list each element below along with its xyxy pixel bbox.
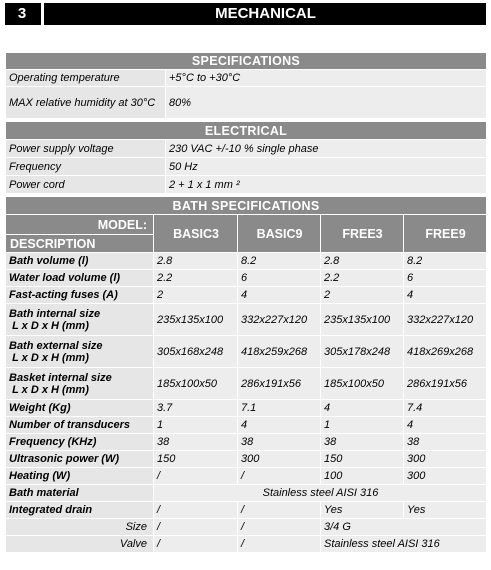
cell-value: / xyxy=(154,519,238,536)
table-row xyxy=(6,485,487,502)
cell-value: 8.2 xyxy=(238,253,321,270)
table-row xyxy=(6,468,487,485)
cell-value: / xyxy=(154,502,238,519)
table-row xyxy=(6,451,487,468)
cell-value: 150 xyxy=(321,451,404,468)
table-row xyxy=(6,519,487,536)
cell-value: 7.4 xyxy=(404,400,487,417)
cell-value: 8.2 xyxy=(404,253,487,270)
model-header: BASIC9 xyxy=(238,215,321,253)
cell-value: 418x259x268 xyxy=(238,336,321,368)
cell-value: 4 xyxy=(404,287,487,304)
cell-value: / xyxy=(238,536,321,553)
row-label: Ultrasonic power (W) xyxy=(6,451,154,468)
table-row xyxy=(6,140,487,158)
section-title: MECHANICAL xyxy=(215,5,316,22)
cell-value: 2.8 xyxy=(154,253,238,270)
table-row xyxy=(6,158,487,176)
row-label xyxy=(6,304,154,336)
cell-value: 185x100x50 xyxy=(321,368,404,400)
cell-value: 4 xyxy=(321,400,404,417)
spec-label: Power supply voltage xyxy=(6,140,166,158)
spec-value: +5°C to +30°C xyxy=(166,70,487,87)
row-label: Water load volume (l) xyxy=(6,270,154,287)
cell-value: 7.1 xyxy=(238,400,321,417)
row-label-line2: L x D x H (mm) xyxy=(12,383,89,396)
table-row xyxy=(6,287,487,304)
cell-value: 2 xyxy=(321,287,404,304)
row-label xyxy=(6,336,154,368)
cell-value: 286x191x56 xyxy=(238,368,321,400)
cell-value: 300 xyxy=(404,468,487,485)
table-row xyxy=(6,417,487,434)
row-label: Integrated drain xyxy=(6,502,154,519)
bath-specifications-heading: BATH SPECIFICATIONS xyxy=(6,197,487,215)
table-row xyxy=(6,176,487,194)
row-label-line2: L x D x H (mm) xyxy=(12,319,89,332)
spec-label: MAX relative humidity at 30°C xyxy=(6,87,166,119)
cell-value: 38 xyxy=(238,434,321,451)
table-row xyxy=(6,87,487,119)
row-label xyxy=(6,368,154,400)
cell-value: 6 xyxy=(404,270,487,287)
cell-value: 38 xyxy=(404,434,487,451)
cell-value: 1 xyxy=(321,417,404,434)
cell-value: 300 xyxy=(404,451,487,468)
model-header: FREE9 xyxy=(404,215,487,253)
cell-value: 3.7 xyxy=(154,400,238,417)
cell-value: / xyxy=(238,502,321,519)
row-label: Weight (Kg) xyxy=(6,400,154,417)
cell-value: 235x135x100 xyxy=(154,304,238,336)
cell-value: 332x227x120 xyxy=(238,304,321,336)
cell-value: / xyxy=(154,468,238,485)
cell-value: 300 xyxy=(238,451,321,468)
cell-value: Stainless steel AISI 316 xyxy=(321,536,487,553)
bath-specifications-table xyxy=(5,196,487,553)
specifications-heading: SPECIFICATIONS xyxy=(6,53,487,70)
table-row xyxy=(6,400,487,417)
cell-value: 1 xyxy=(154,417,238,434)
cell-value: 6 xyxy=(238,270,321,287)
spec-value: 2 + 1 x 1 mm ² xyxy=(166,176,487,194)
row-label: Valve xyxy=(6,536,154,553)
row-label: Frequency (KHz) xyxy=(6,434,154,451)
cell-value: 38 xyxy=(321,434,404,451)
row-label-line2: L x D x H (mm) xyxy=(12,351,89,364)
row-label: Bath material xyxy=(6,485,154,502)
cell-value: / xyxy=(238,468,321,485)
row-label-line1: Basket internal size xyxy=(9,371,112,384)
cell-value: / xyxy=(238,519,321,536)
cell-value: / xyxy=(154,536,238,553)
spec-label: Operating temperature xyxy=(6,70,166,87)
electrical-table xyxy=(5,121,487,194)
table-row xyxy=(6,434,487,451)
table-row xyxy=(6,502,487,519)
spec-value: 50 Hz xyxy=(166,158,487,176)
electrical-heading: ELECTRICAL xyxy=(6,122,487,140)
table-row xyxy=(6,304,487,336)
cell-value: 418x269x268 xyxy=(404,336,487,368)
cell-value: Stainless steel AISI 316 xyxy=(154,485,487,502)
cell-value: 4 xyxy=(404,417,487,434)
cell-value: 235x135x100 xyxy=(321,304,404,336)
cell-value: 150 xyxy=(154,451,238,468)
header-divider xyxy=(41,3,44,25)
table-row xyxy=(6,536,487,553)
table-row xyxy=(6,368,487,400)
cell-value: 2.2 xyxy=(154,270,238,287)
cell-value: 3/4 G xyxy=(321,519,487,536)
cell-value: 305x168x248 xyxy=(154,336,238,368)
section-header xyxy=(5,3,486,25)
row-label-line1: Bath external size xyxy=(9,339,103,352)
cell-value: 38 xyxy=(154,434,238,451)
cell-value: 2.8 xyxy=(321,253,404,270)
table-row xyxy=(6,70,487,87)
row-label: Heating (W) xyxy=(6,468,154,485)
cell-value: 2.2 xyxy=(321,270,404,287)
spec-label: Frequency xyxy=(6,158,166,176)
cell-value: 185x100x50 xyxy=(154,368,238,400)
cell-value: Yes xyxy=(321,502,404,519)
cell-value: 305x178x248 xyxy=(321,336,404,368)
row-label: Fast-acting fuses (A) xyxy=(6,287,154,304)
cell-value: 332x227x120 xyxy=(404,304,487,336)
row-label: Size xyxy=(6,519,154,536)
spec-value: 230 VAC +/-10 % single phase xyxy=(166,140,487,158)
cell-value: 286x191x56 xyxy=(404,368,487,400)
cell-value: Yes xyxy=(404,502,487,519)
table-row xyxy=(6,253,487,270)
cell-value: 4 xyxy=(238,287,321,304)
table-row xyxy=(6,270,487,287)
model-label: MODEL: xyxy=(6,215,154,235)
cell-value: 2 xyxy=(154,287,238,304)
model-header: FREE3 xyxy=(321,215,404,253)
spec-label: Power cord xyxy=(6,176,166,194)
cell-value: 100 xyxy=(321,468,404,485)
table-row xyxy=(6,336,487,368)
section-number: 3 xyxy=(17,5,27,22)
row-label: Bath volume (l) xyxy=(6,253,154,270)
spec-value: 80% xyxy=(166,87,487,119)
row-label-line1: Bath internal size xyxy=(9,307,101,320)
cell-value: 4 xyxy=(238,417,321,434)
description-label: DESCRIPTION xyxy=(6,235,154,253)
model-header: BASIC3 xyxy=(154,215,238,253)
specifications-table xyxy=(5,52,487,119)
row-label: Number of transducers xyxy=(6,417,154,434)
